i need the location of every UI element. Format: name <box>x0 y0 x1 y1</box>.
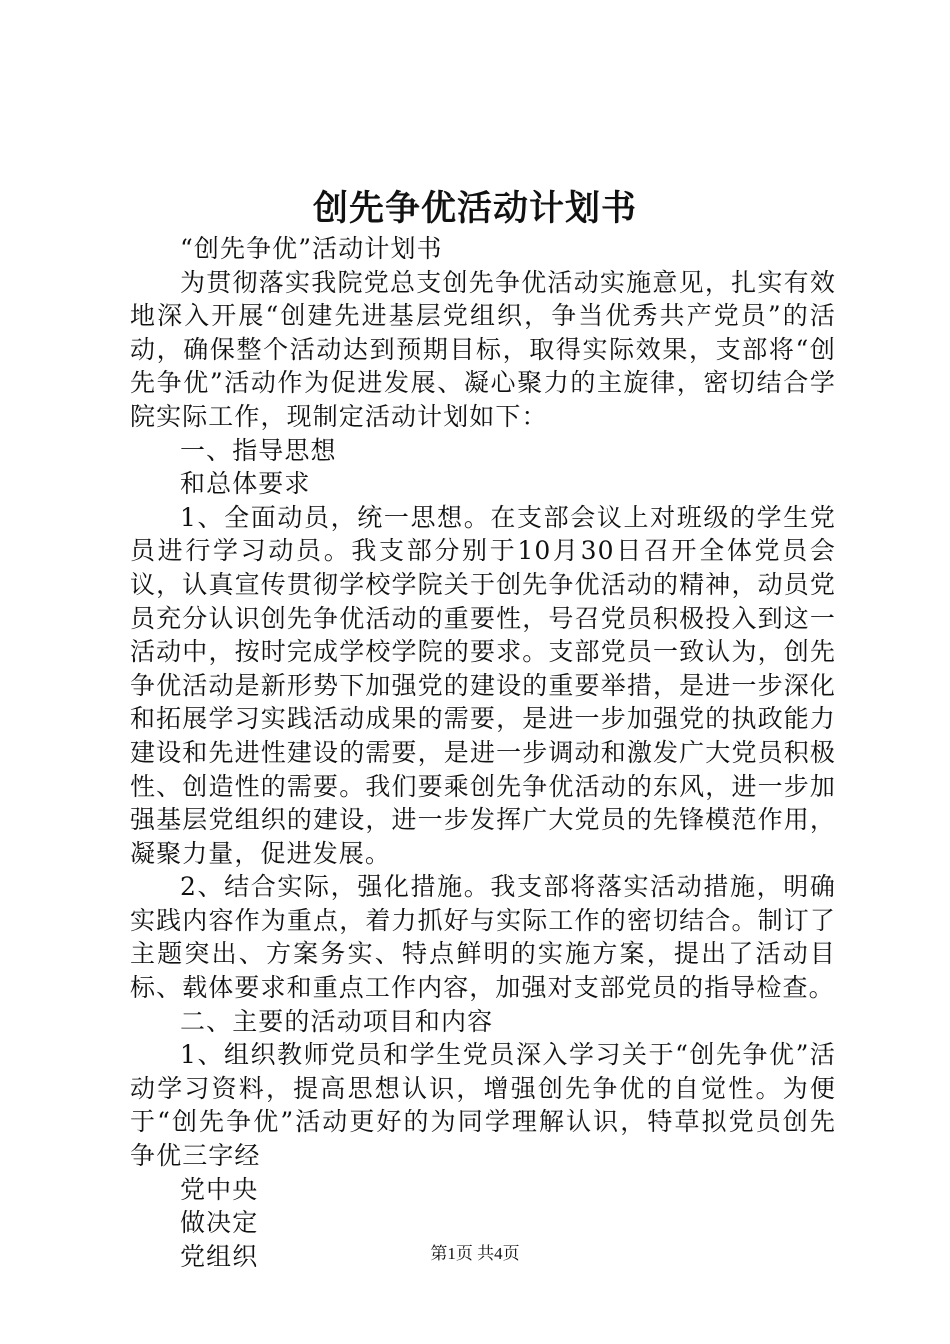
section-heading-guiding-thought: 一、指导思想 <box>180 435 337 465</box>
item-paragraph-study: 1、组织教师党员和学生党员深入学习关于“创先争优”活动学习资料，提高思想认识，增强创先争优的自觉性。为便于“创先争优”活动更好的为同学理解认识，特草拟党员创先争优三字经 <box>130 1040 836 1171</box>
item-paragraph-mobilization: 1、全面动员，统一思想。在支部会议上对班级的学生党员进行学习动员。我支部分别于10月30日召开全体党员会议，认真宣传贯彻学校学院关于创先争优活动的精神，动员党员充分认识创先争优活动的重要性，号召党员积极投入到这一活动中，按时完成学校学院的要求。支部党员一致认为，创先争优活动是新形势下加强党的建设的重要举措，是进一步深化和拓展学习实践活动成果的需要，是进一步加强党的执政能力建设和先进性建设的需要，是进一步调动和激发广大党员积极性、创造性的需要。我们要乘创先争优活动的东风，进一步加强基层党组织的建设，进一步发挥广大党员的先锋模范作用，凝聚力量，促进发展。 <box>130 502 836 868</box>
verse-line: 做决定 <box>180 1208 259 1238</box>
section-heading-general-requirements: 和总体要求 <box>180 469 311 499</box>
verse-line: 党中央 <box>180 1174 259 1204</box>
subtitle-paragraph: “创先争优”活动计划书 <box>180 234 443 263</box>
page-number-footer: 第1页 共4页 <box>430 1244 520 1263</box>
section-heading-main-activities: 二、主要的活动项目和内容 <box>180 1006 494 1036</box>
document-body <box>130 232 836 1273</box>
intro-paragraph: 为贯彻落实我院党总支创先争优活动实施意见，扎实有效地深入开展“创建先进基层党组织，争当优秀共产党员”的活动，确保整个活动达到预期目标，取得实际效果，支部将“创先争优”活动作为促进发展、凝心聚力的主旋律，密切结合学院实际工作，现制定活动计划如下： <box>130 267 836 431</box>
verse-line: 党组织 <box>180 1241 259 1271</box>
item-paragraph-measures: 2、结合实际，强化措施。我支部将落实活动措施，明确实践内容作为重点，着力抓好与实际工作的密切结合。制订了主题突出、方案务实、特点鲜明的实施方案，提出了活动目标、载体要求和重点工作内容，加强对支部党员的指导检查。 <box>130 872 836 1003</box>
document-title: 创先争优活动计划书 <box>312 188 637 229</box>
